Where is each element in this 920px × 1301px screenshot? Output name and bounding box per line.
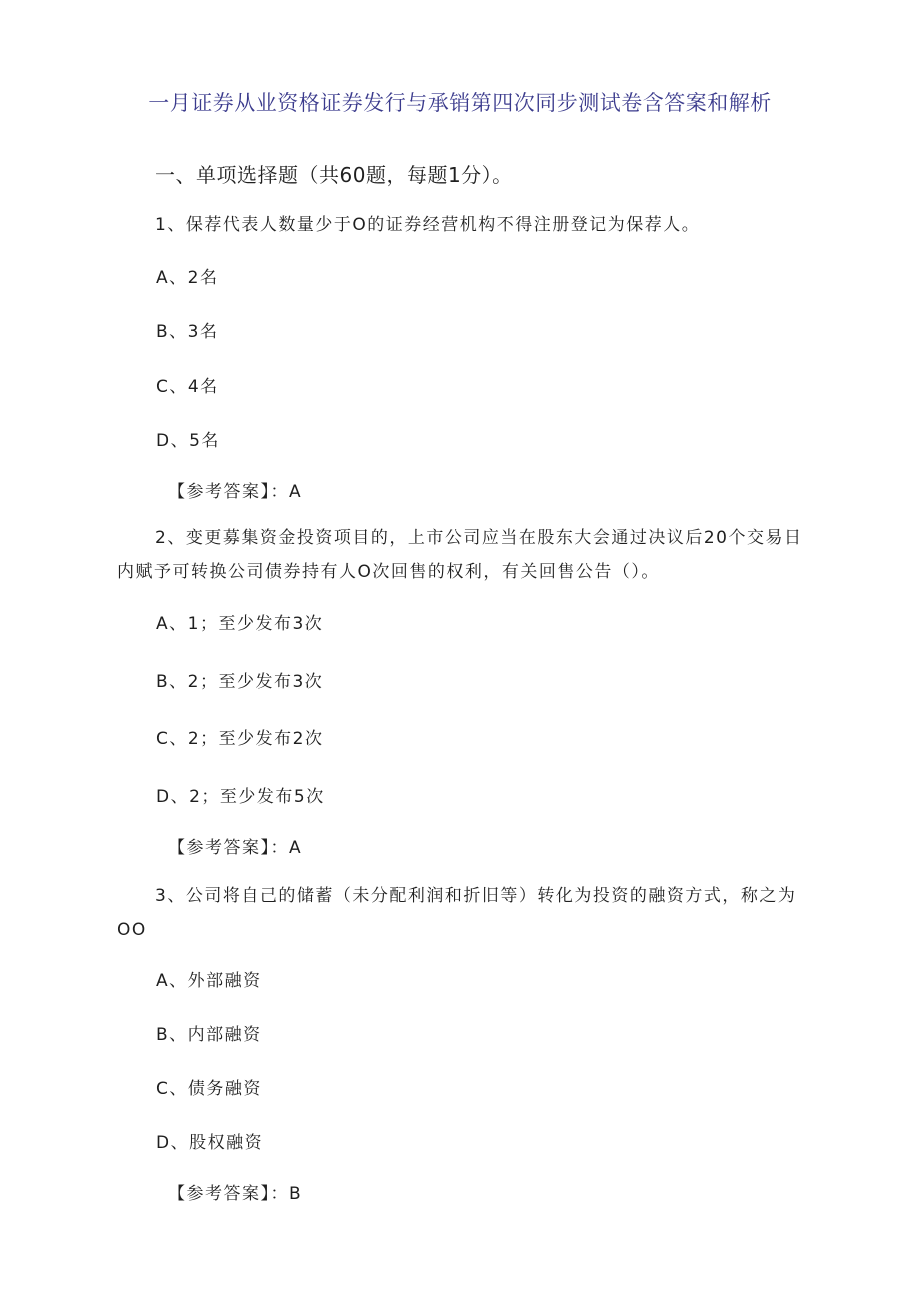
question-1-stem: 1、保荐代表人数量少于O的证券经营机构不得注册登记为保荐人。 xyxy=(155,215,701,235)
question-1-option-a: A、2名 xyxy=(156,268,219,288)
question-3-option-c: C、债务融资 xyxy=(156,1079,262,1099)
question-1-option-b: B、3名 xyxy=(156,322,219,342)
question-3-option-b: B、内部融资 xyxy=(156,1025,262,1045)
question-1-answer: 【参考答案】：A xyxy=(168,482,303,502)
question-3-answer: 【参考答案】：B xyxy=(168,1184,303,1204)
question-2-stem: 2、变更募集资金投资项目的，上市公司应当在股东大会通过决议后20个交易日内赋予可转换公司债券持有人O次回售的权利，有关回售公告（）。 xyxy=(117,528,803,582)
question-3-stem: 3、公司将自己的储蓄（未分配利润和折旧等）转化为投资的融资方式，称之为OO xyxy=(117,886,797,940)
question-2-option-a: A、1；至少发布3次 xyxy=(156,614,324,634)
question-2-option-d: D、2；至少发布5次 xyxy=(156,787,325,807)
question-3-option-d: D、股权融资 xyxy=(156,1133,264,1153)
question-1-option-d: D、5名 xyxy=(156,431,220,451)
question-1-option-c: C、4名 xyxy=(156,377,219,397)
document-title: 一月证券从业资格证券发行与承销第四次同步测试卷含答案和解析 xyxy=(148,91,772,115)
question-2-answer: 【参考答案】：A xyxy=(168,838,303,858)
question-2-option-c: C、2；至少发布2次 xyxy=(156,729,324,749)
question-2-option-b: B、2；至少发布3次 xyxy=(156,672,324,692)
section-heading: 一、单项选择题（共60题，每题1分）。 xyxy=(155,163,513,187)
question-3-option-a: A、外部融资 xyxy=(156,971,262,991)
